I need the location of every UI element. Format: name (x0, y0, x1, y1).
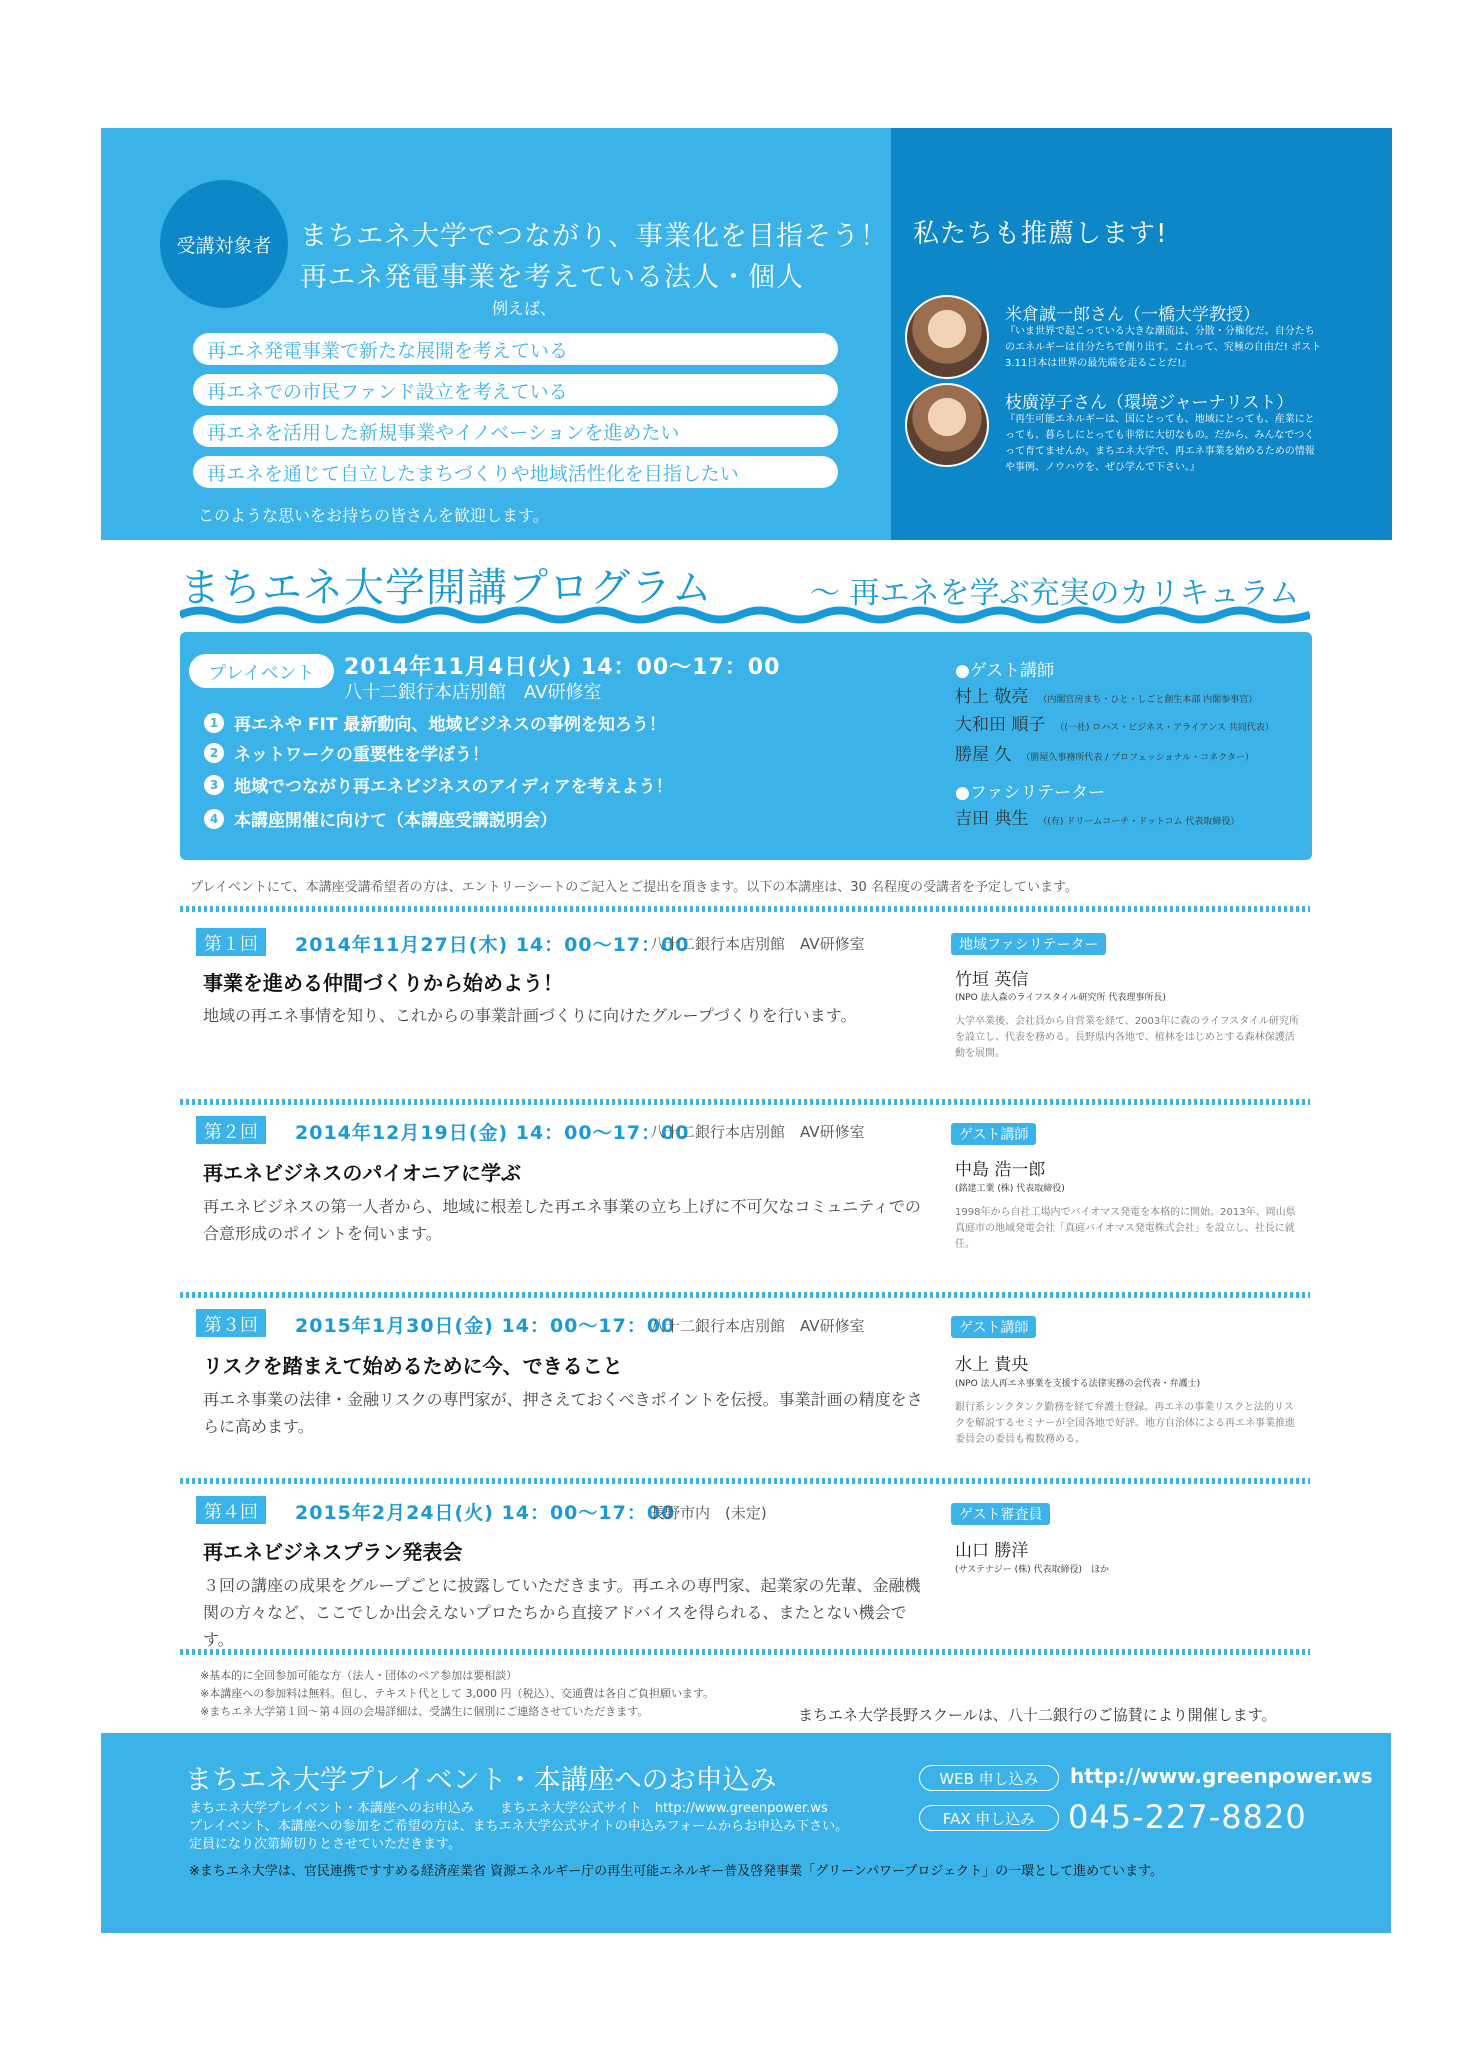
recommender-quote: 『再生可能エネルギーは、国にとっても、地域にとっても、産業にとっても、暮らしにとっても非常に大切なもの。だから、みんなでつくって育てませんか。まちエネ大学で、再エネ事業を始めるための情報や事例、ノウハウを、ぜひ学んで下さい。』 (1005, 414, 1315, 473)
speaker-bio: 1998年から自社工場内でバイオマス発電を本格的に開始。2013年、岡山県真庭市の地域発電会社「真庭バイオマス発電株式会社」を設立し、社長に就任。 (955, 1207, 1296, 1250)
guest-heading: ●ゲスト講師 (955, 661, 1055, 681)
recommender-name: 米倉誠一郎さん（一橋大学教授） (1005, 305, 1260, 325)
guest-affiliation: （内閣官房まち・ひと・しごと創生本部 内閣参事官） (1038, 695, 1258, 705)
session-divider (180, 1291, 1310, 1299)
facilitator-affiliation: （(有) ドリームコーチ・ドットコム 代表取締役） (1038, 817, 1240, 827)
session-date: 2014年11月27日(木) 14：00～17：00 (295, 934, 690, 956)
session-date: 2015年1月30日(金) 14：00～17：00 (295, 1315, 676, 1337)
guest-name: 村上 敬亮 (955, 687, 1029, 707)
fax-number: 045-227-8820 (1068, 1798, 1307, 1836)
pre-event-item (204, 772, 673, 797)
pre-event-item (204, 710, 666, 735)
guest-speaker (955, 710, 1274, 735)
number-icon: 2 (204, 743, 224, 763)
target-pill: 再エネ発電事業で新たな展開を考えている (193, 333, 838, 365)
session-description: 再エネビジネスの第一人者から、地域に根差した再エネ事業の立ち上げに不可欠なコミュニティでの合意形成のポイントを伺います。 (203, 1197, 921, 1243)
sponsor-text: まちエネ大学長野スクールは、八十二銀行のご協賛により開催します。 (798, 1706, 1277, 1724)
guest-name: 大和田 順子 (955, 715, 1046, 735)
session-badge: 第４回 (196, 1496, 266, 1524)
fax-apply-label: FAX 申し込み (919, 1805, 1059, 1831)
facilitator-name: 吉田 典生 (955, 809, 1029, 829)
target-pill: 再エネを通じて自立したまちづくりや地域活性化を目指したい (193, 456, 838, 488)
guest-speaker (955, 682, 1257, 707)
facilitator (955, 804, 1239, 829)
session-venue: 八十二銀行本店別館 AV研修室 (650, 1317, 865, 1335)
pre-event-item (204, 740, 489, 765)
pre-event-item-text: 再エネや FIT 最新動向、地域ビジネスの事例を知ろう！ (234, 715, 666, 735)
speaker-name: 水上 貴央 (955, 1355, 1029, 1375)
target-audience-badge: 受講対象者 (160, 180, 288, 308)
speaker-affiliation: (サステナジー (株) 代表取締役) ほか (955, 1565, 1110, 1575)
welcome-text: このような思いをお持ちの皆さんを歓迎します。 (198, 506, 549, 525)
speaker-bio: 銀行系シンクタンク勤務を経て弁護士登録。再エネの事業リスクと法的リスクを解説するセミナーが全国各地で好評。地方自治体による再エネ事業推進委員会の委員も複数務める。 (955, 1402, 1295, 1445)
session-date: 2014年12月19日(金) 14：00～17：00 (295, 1122, 690, 1144)
web-apply-button[interactable]: WEB 申し込み (919, 1765, 1059, 1791)
speaker-name: 竹垣 英信 (955, 970, 1029, 990)
recommender-name: 枝廣淳子さん（環境ジャーナリスト） (1005, 393, 1294, 413)
recommend-title: 私たちも推薦します! (913, 219, 1168, 249)
speaker-bio: 大学卒業後、会社員から自営業を経て、2003年に森のライフスタイル研究所を設立し、代表を務める。長野県内各地で、植林をはじめとする森林保護活動を展開。 (955, 1016, 1300, 1059)
session-badge: 第２回 (196, 1116, 266, 1144)
pre-event-item-text: 本講座開催に向けて（本講座受講説明会） (234, 811, 557, 831)
pre-event-notice: プレイベントにて、本講座受講希望者の方は、エントリーシートのご記入とご提出を頂きます。以下の本講座は、30 名程度の受講者を予定しています。 (190, 880, 1078, 895)
speaker-role-badge: ゲスト講師 (951, 1316, 1036, 1338)
recommender-photo (905, 295, 989, 379)
session-divider (180, 1648, 1310, 1656)
session-venue: 八十二銀行本店別館 AV研修室 (650, 935, 865, 953)
speaker-affiliation: (NPO 法人再エネ事業を支援する法律実務の会代表・弁護士) (955, 1379, 1201, 1389)
recommender-photo (905, 383, 989, 467)
hero-headline: まちエネ大学でつながり、事業化を目指そう！ (300, 221, 888, 252)
session-title: 再エネビジネスのパイオニアに学ぶ (203, 1161, 521, 1185)
recommender-quote: 『いま世界で起こっている大きな潮流は、分散・分権化だ。自分たちのエネルギーは自分たちで創り出す。これって、究極の自由だ! ポスト3.11日本は世界の最先端を走ることだ!』 (1005, 326, 1322, 369)
apply-text: 定員になり次第締切りとさせていただきます。 (189, 1837, 461, 1852)
footnote: ※まちエネ大学第１回～第４回の会場詳細は、受講生に個別にご連絡させていただきます。 (200, 1705, 649, 1718)
session-badge: 第１回 (196, 928, 266, 956)
number-icon: 1 (204, 713, 224, 733)
speaker-role-badge: 地域ファシリテーター (951, 933, 1106, 955)
session-title: 再エネビジネスプラン発表会 (203, 1540, 463, 1564)
footnotes (200, 1667, 714, 1721)
hero-subheadline: 再エネ発電事業を考えている法人・個人 (300, 262, 804, 293)
apply-title: まちエネ大学プレイベント・本講座へのお申込み (185, 1765, 777, 1796)
session-divider (180, 905, 1310, 913)
session-venue: 長野市内 (未定) (650, 1504, 767, 1522)
pre-event-date: 2014年11月4日(火) 14：00～17：00 (344, 655, 781, 680)
guest-affiliation: （勝屋久事務所代表 / プロフェッショナル・コネクター） (1021, 753, 1254, 763)
pre-event-item-text: 地域でつながり再エネビジネスのアイディアを考えよう！ (234, 777, 673, 797)
apply-note: ※まちエネ大学は、官民連携ですすめる経済産業省 資源エネルギー庁の再生可能エネルギー普及啓発事業「グリーンパワープロジェクト」の一環として進めています。 (189, 1864, 1164, 1879)
pre-event-item (204, 806, 557, 831)
session-description: 再エネ事業の法律・金融リスクの専門家が、押さえておくべきポイントを伝授。事業計画の精度をさらに高めます。 (203, 1390, 923, 1436)
program-title: まちエネ大学開講プログラム (180, 565, 713, 611)
pre-event-venue: 八十二銀行本店別館 AV研修室 (344, 682, 602, 703)
number-icon: 3 (204, 775, 224, 795)
facilitator-heading: ●ファシリテーター (955, 783, 1106, 803)
speaker-affiliation: (銘建工業 (株) 代表取締役) (955, 1184, 1065, 1194)
session-description: 地域の再エネ事情を知り、これからの事業計画づくりに向けたグループづくりを行います。 (203, 1006, 857, 1025)
apply-text: まちエネ大学プレイベント・本講座へのお申込み まちエネ大学公式サイト http://www.greenpower.ws (189, 1801, 828, 1816)
session-date: 2015年2月24日(火) 14：00～17：00 (295, 1502, 676, 1524)
example-label: 例えば、 (492, 299, 557, 318)
speaker-role-badge: ゲスト講師 (951, 1123, 1036, 1145)
session-title: リスクを踏まえて始めるために今、できること (203, 1354, 623, 1378)
number-icon: 4 (204, 809, 224, 829)
web-url-link[interactable]: http://www.greenpower.ws (1070, 1764, 1373, 1788)
target-pill: 再エネでの市民ファンド設立を考えている (193, 374, 838, 406)
target-pill: 再エネを活用した新規事業やイノベーションを進めたい (193, 415, 838, 447)
footnote: ※本講座への参加料は無料。但し、テキスト代として 3,000 円（税込）、交通費は各自ご負担願います。 (200, 1687, 715, 1700)
pre-event-item-text: ネットワークの重要性を学ぼう！ (234, 745, 489, 765)
wave-divider (180, 606, 1310, 624)
guest-affiliation: （(一社) ロハス・ビジネス・アライアンス 共同代表） (1055, 723, 1274, 733)
speaker-name: 山口 勝洋 (955, 1541, 1029, 1561)
program-subtitle: ～ 再エネを学ぶ充実のカリキュラム (810, 576, 1300, 611)
pre-event-tag: プレイベント (189, 654, 334, 688)
speaker-role-badge: ゲスト審査員 (951, 1503, 1050, 1525)
footnote: ※基本的に全回参加可能な方（法人・団体のペア参加は要相談） (200, 1669, 518, 1682)
session-description: ３回の講座の成果をグループごとに披露していただきます。再エネの専門家、起業家の先輩、金融機関の方々など、ここでしか出会えないプロたちから直接アドバイスを得られる、またとない機会です。 (203, 1576, 921, 1649)
guest-speaker (955, 740, 1254, 765)
session-title: 事業を進める仲間づくりから始めよう！ (203, 971, 563, 995)
guest-name: 勝屋 久 (955, 745, 1012, 765)
session-divider (180, 1477, 1310, 1485)
session-badge: 第３回 (196, 1309, 266, 1337)
session-divider (180, 1098, 1310, 1106)
apply-text: プレイベント、本講座への参加をご希望の方は、まちエネ大学公式サイトの申込みフォームからお申込み下さい。 (189, 1819, 849, 1834)
speaker-affiliation: (NPO 法人森のライフスタイル研究所 代表理事所長) (955, 993, 1166, 1003)
session-venue: 八十二銀行本店別館 AV研修室 (650, 1123, 865, 1141)
speaker-name: 中島 浩一郎 (955, 1160, 1046, 1180)
